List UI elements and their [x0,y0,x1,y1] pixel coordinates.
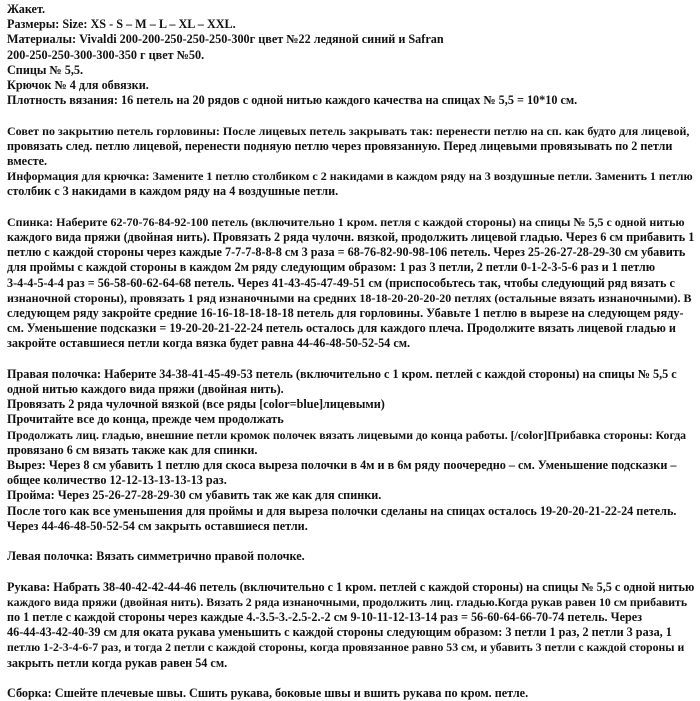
text-line: для проймы с каждой стороны в каждом 2м ряду следующим образом: 1 раз 3 петли, 2 петли 0-1-2-3-5-6 раз и 1 петлю [7,260,656,275]
blank-line [7,564,694,579]
blank-line [7,200,694,215]
text-line: изнаночной стороны), провязать 1 ряд изнаночными на средних 18-18-20-20-20-20 петлях (остальные вязать изнаночными). В [7,290,692,305]
blank-line [7,534,694,549]
text-line: каждого вида пряжи (двойная нить). Вязать 2 ряда изнаночными, продолжить лиц. гладью.Когда рукав равен 10 см прибавить [7,594,688,609]
text-line: общее количество 12-12-13-13-13-13 раз. [7,473,227,488]
blank-line [7,671,694,686]
text-line: Через 44-46-48-50-52-54 см закрыть оставшиеся петли. [7,518,308,533]
blank-line [7,352,694,367]
text-line: одной нитью каждого вида пряжи (двойная нить). [7,382,284,397]
text-line: Провязать 2 ряда чулочной вязкой (все ряды [color=blue]лицевыми) [7,397,385,412]
text-line: Правая полочка: Наберите 34-38-41-45-49-53 петель (включительно с 1 кром. петлей с каждой стороны) на спицы № 5,5 с [7,366,677,381]
text-line: 3-4-4-5-4-4 раз = 56-58-60-62-64-68 петель. Через 41-43-45-47-49-51 см (приспособьтесь так, чтобы следующий ряд вязать с [7,275,675,290]
text-line: петлю с каждой стороны через каждые 7-7-7-8-8-8 см 3 раза = 68-76-82-90-98-106 петель. Через 25-26-27-28-29-30 см убавить [7,245,686,260]
text-line: Жакет. [7,2,46,16]
text-line: закрыть петли когда рукав равен 54 см. [7,655,228,670]
text-line: Крючок № 4 для обвязки. [7,78,149,93]
text-line: следующем ряду закройте средние 16-16-18-18-18-18 петель для горловины. Убавьте 1 петлю в вырезе на следующем ряду- [7,306,684,321]
text-line: Прочитайте все до конца, прежде чем продолжать [7,412,284,427]
text-line: Вырез: Через 8 см убавить 1 петлю для скоса выреза полочки в 4м и в 6м ряду поочередно – см. Уменьшение подсказки – [7,458,677,473]
text-line: Спинка: Наберите 62-70-76-84-92-100 петель (включительно 1 кром. петля с каждой стороны) на спицы № 5,5 с одной нитью [7,214,685,229]
text-line: После того как все уменьшения для проймы и для выреза полочки сделаны на спицах осталось 19-20-20-21-22-24 петель. [7,503,677,518]
blank-line [7,108,694,123]
text-line: столбик с 3 накидами в каждом ряду на 4 воздушные петли. [7,184,339,199]
text-line: 200-250-250-300-300-350 г цвет №50. [7,47,205,62]
text-line: Пройма: Через 25-26-27-28-29-30 см убавить так же как для спинки. [7,488,382,503]
text-line: Размеры: Size: XS - S – M – L – XL – XXL. [7,17,236,32]
text-line: Информация для крючка: Замените 1 петлю столбиком с 2 накидами в каждом ряду на 3 воздушные петли. Заменить 1 петлю [7,169,693,184]
text-line: Сборка: Сшейте плечевые швы. Сшить рукава, боковые швы и вшить рукава по кром. петле. [7,686,529,701]
text-line: вместе. [7,154,48,169]
text-line: Продолжать лиц. гладью, внешние петли кромок полочек вязать лицевыми до конца работы. [/color]Прибавка стороны: Когда [7,427,687,442]
text-line: Материалы: Vivaldi 200-200-250-250-250-300г цвет №22 ледяной синий и Safran [7,32,444,47]
text-line: Спицы № 5,5. [7,62,84,77]
text-line: Совет по закрытию петель горловины: После лицевых петель закрывать так: перенести петлю на сп. как будто для лицевой, [7,123,690,138]
text-line: закройте оставшиеся петли когда вязка будет равна 44-46-48-50-52-54 см. [7,336,411,351]
text-line: провязать след. петлю лицевой, перенести подняую петлю через провязанную. Перед лицевыми провязывать по 2 петли [7,138,673,153]
text-line: Плотность вязания: 16 петель на 20 рядов с одной нитью каждого качества на спицах № 5,5 = 10*10 см. [7,93,578,108]
text-line: Рукава: Набрать 38-40-42-42-44-46 петель (включительно с 1 кром. петлей с каждой стороны) на спицы № 5,5 с одной нитью [7,579,695,594]
text-line: петлю 1-2-3-4-6-7 раз, и тогда 2 петли с каждой стороны, когда провязанное равно 53 см, и убавить 3 петли с каждой стороны и [7,640,685,655]
text-line: Левая полочка: Вязать симметрично правой полочке. [7,549,305,564]
text-line: провязано 6 см вязать также как для спинки. [7,442,258,457]
text-line: по 1 петле с каждой стороны через каждые 4.-3.5-3.-2.5-2.-2 см 9-10-11-12-13-14 раз = 56-60-64-66-70-74 петель. Через [7,610,643,625]
text-line: 46-44-43-42-40-39 см для оката рукава уменьшить с каждой стороны следующим образом: 3 петли 1 раз, 2 петли 3 раза, 1 [7,625,672,640]
text-line: каждого вида пряжи (двойная нить). Провязать 2 ряда чулочн. вязкой, продолжить лицевой гладью. Через 6 см прибавить 1 [7,230,695,245]
text-line: см. Уменьшение подсказки = 19-20-20-21-22-24 петель осталось для каждого плеча. Продолжите вязать лицевой гладью и [7,321,676,336]
